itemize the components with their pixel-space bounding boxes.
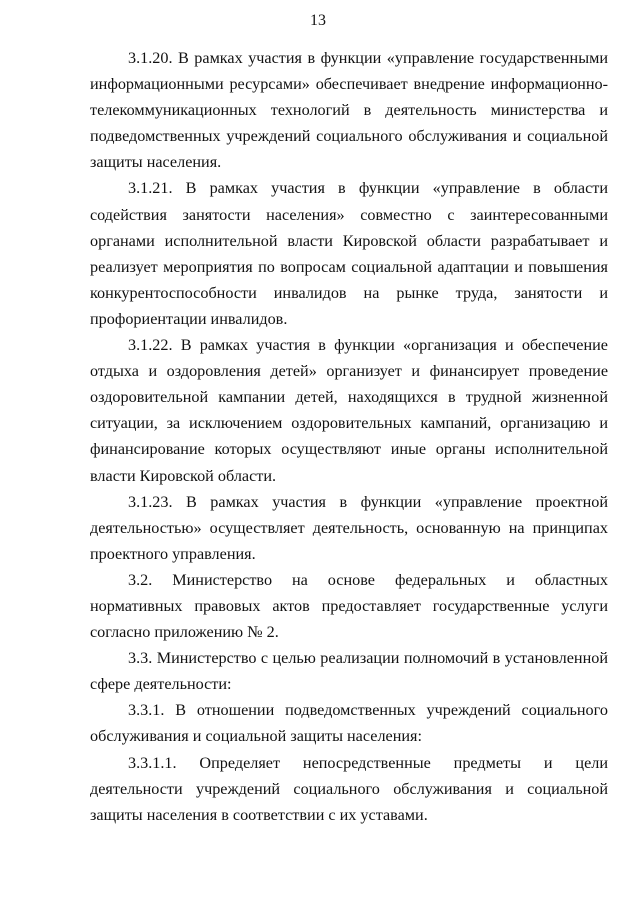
paragraph-3-1-22: 3.1.22. В рамках участия в функции «организация и обеспечение отдыха и оздоровления детей» организует и финансирует проведение оздоровительной кампании детей, находящихся в трудной жизненной ситуации, за исключением оздоровительных кампаний, организацию и финансирование которых осуществляют иные органы исполнительной власти Кировской области. bbox=[90, 336, 608, 485]
paragraph-3-3: 3.3. Министерство с целью реализации полномочий в установленной сфере деятельности: bbox=[90, 649, 608, 694]
paragraph-3-1-21: 3.1.21. В рамках участия в функции «управление в области содействия занятости населения» совместно с заинтересованными органами исполнительной власти Кировской области разрабатывает и реализует мероприятия по вопросам социальной адаптации и повышения конкурентоспособности инвалидов на рынке труда, занятости и профориентации инвалидов. bbox=[90, 179, 608, 328]
document-body bbox=[90, 45, 608, 828]
paragraph-3-3-1-1: 3.3.1.1. Определяет непосредственные предметы и цели деятельности учреждений социального обслуживания и социальной защиты населения в соответствии с их уставами. bbox=[90, 753, 608, 824]
paragraph-3-1-23: 3.1.23. В рамках участия в функции «управление проектной деятельностью» осуществляет деятельность, основанную на принципах проектного управления. bbox=[90, 492, 608, 563]
page-number: 13 bbox=[310, 12, 326, 29]
paragraph-3-3-1: 3.3.1. В отношении подведомственных учреждений социального обслуживания и социальной защиты населения: bbox=[90, 701, 608, 746]
paragraph-3-1-20: 3.1.20. В рамках участия в функции «управление государственными информационными ресурсами» обеспечивает внедрение информационно-телекоммуникационных технологий в деятельность министерства и подведомственных учреждений социального обслуживания и социальной защиты населения. bbox=[90, 49, 608, 172]
paragraph-3-2: 3.2. Министерство на основе федеральных и областных нормативных правовых актов предоставляет государственные услуги согласно приложению № 2. bbox=[90, 570, 608, 642]
